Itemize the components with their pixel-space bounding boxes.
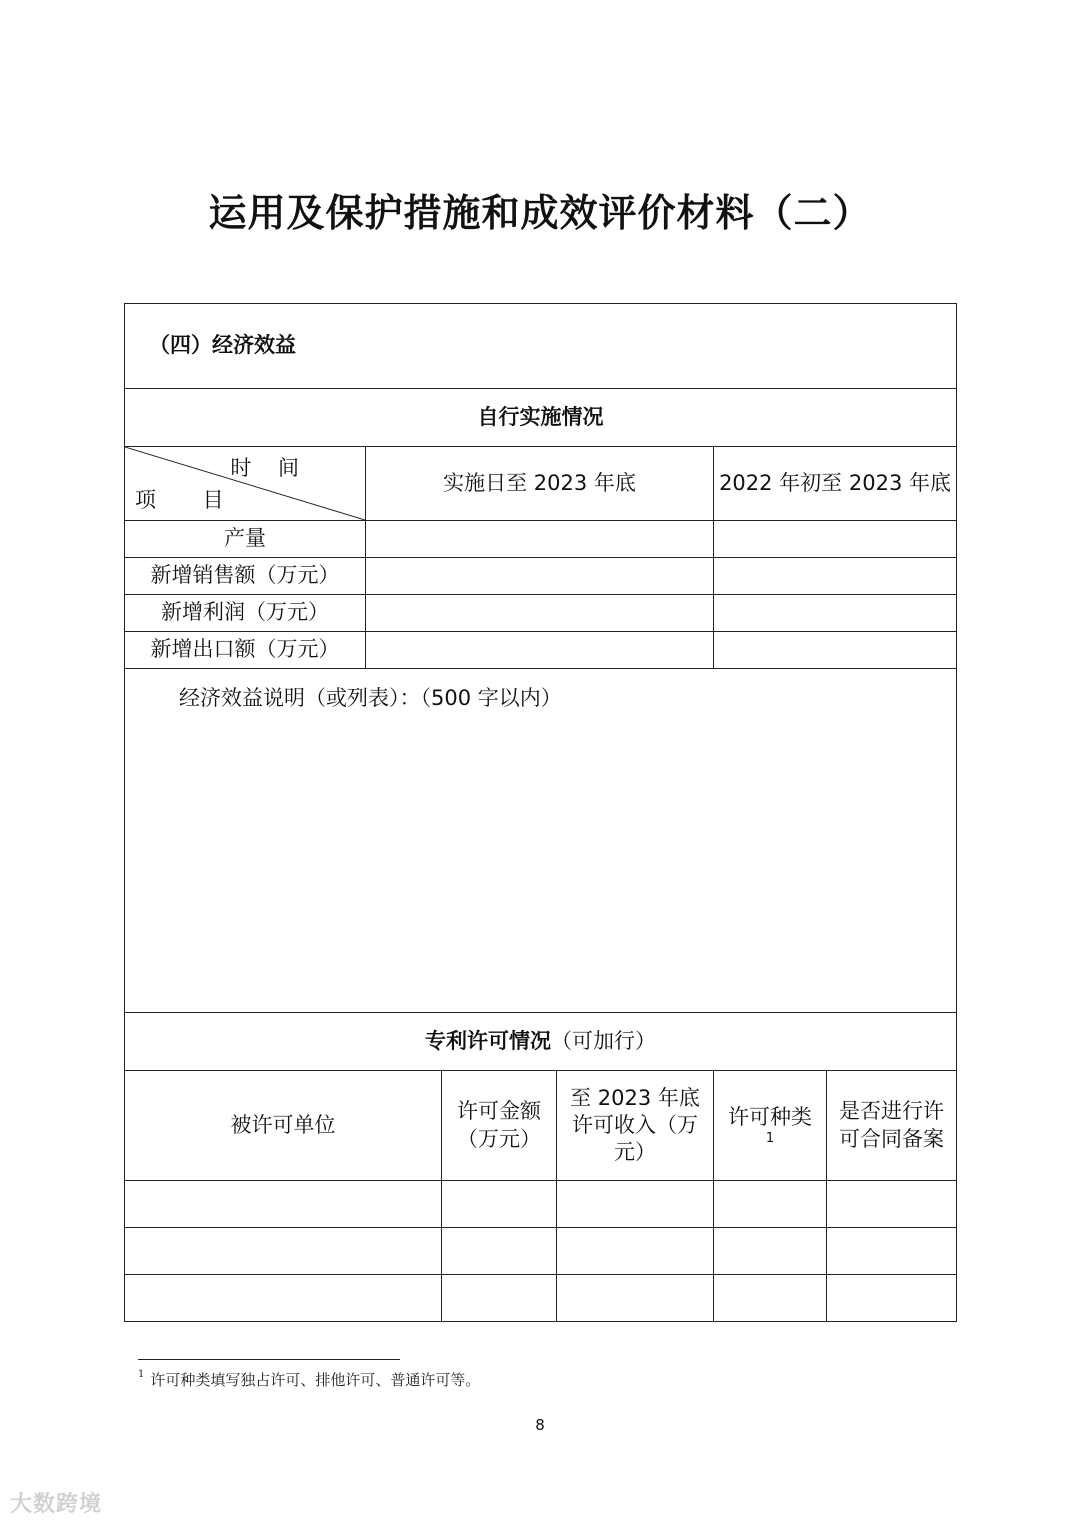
table-row (125, 595, 957, 632)
table-row (125, 1275, 957, 1322)
footnote-text: 许可种类填写独占许可、排他许可、普通许可等。 (150, 1371, 481, 1389)
input-cell[interactable] (557, 1181, 714, 1228)
input-cell[interactable] (714, 1275, 827, 1322)
page-number: 8 (535, 1416, 545, 1434)
page-title: 运用及保护措施和成效评价材料（二） (208, 191, 872, 235)
header-time-label: 时 间 (230, 456, 309, 480)
input-cell[interactable] (366, 521, 714, 558)
input-cell[interactable] (827, 1181, 957, 1228)
implementation-heading: 自行实施情况 (125, 389, 957, 447)
watermark: 大数跨境 (10, 1492, 103, 1517)
footnote-reference: 1 (765, 1131, 775, 1147)
input-cell[interactable] (714, 558, 957, 595)
column-header-license-type (714, 1071, 827, 1181)
input-cell[interactable] (442, 1275, 557, 1322)
header-item-label: 项 目 (135, 487, 244, 512)
column-header-since-implementation: 实施日至 2023 年底 (366, 447, 714, 521)
license-type-label: 许可种类 (728, 1105, 812, 1130)
column-header-2022-2023: 2022 年初至 2023 年底 (714, 447, 957, 521)
input-cell[interactable] (714, 521, 957, 558)
row-label-new-export: 新增出口额（万元） (125, 632, 366, 669)
table-row (125, 558, 957, 595)
table-row (125, 1228, 957, 1275)
input-cell[interactable] (125, 1181, 442, 1228)
economic-benefit-note-area[interactable] (125, 669, 957, 1013)
economic-benefit-note-label: 经济效益说明（或列表）：（500 字以内） (179, 686, 562, 710)
input-cell[interactable] (366, 595, 714, 632)
license-heading (125, 1013, 957, 1071)
evaluation-form-table (124, 303, 957, 1322)
input-cell[interactable] (125, 1228, 442, 1275)
input-cell[interactable] (714, 1228, 827, 1275)
column-header-licensee: 被许可单位 (125, 1071, 442, 1181)
input-cell[interactable] (557, 1275, 714, 1322)
table-row (125, 521, 957, 558)
license-heading-note: （可加行） (551, 1028, 657, 1053)
input-cell[interactable] (557, 1228, 714, 1275)
diagonal-header-cell (125, 447, 366, 521)
footnote (138, 1369, 480, 1390)
input-cell[interactable] (827, 1228, 957, 1275)
table-row (125, 1181, 957, 1228)
section-heading: （四）经济效益 (125, 304, 957, 389)
column-header-contract-filing: 是否进行许可合同备案 (827, 1071, 957, 1181)
input-cell[interactable] (366, 558, 714, 595)
column-header-license-amount: 许可金额（万元） (442, 1071, 557, 1181)
input-cell[interactable] (125, 1275, 442, 1322)
footnote-mark: 1 (138, 1369, 145, 1380)
footnote-divider (138, 1359, 400, 1360)
input-cell[interactable] (366, 632, 714, 669)
row-label-output: 产量 (125, 521, 366, 558)
license-heading-bold: 专利许可情况 (425, 1028, 552, 1053)
input-cell[interactable] (714, 1181, 827, 1228)
input-cell[interactable] (442, 1181, 557, 1228)
input-cell[interactable] (714, 632, 957, 669)
column-header-license-income: 至 2023 年底许可收入（万元） (557, 1071, 714, 1181)
input-cell[interactable] (714, 595, 957, 632)
row-label-new-profit: 新增利润（万元） (125, 595, 366, 632)
row-label-new-sales: 新增销售额（万元） (125, 558, 366, 595)
input-cell[interactable] (827, 1275, 957, 1322)
input-cell[interactable] (442, 1228, 557, 1275)
table-row (125, 632, 957, 669)
